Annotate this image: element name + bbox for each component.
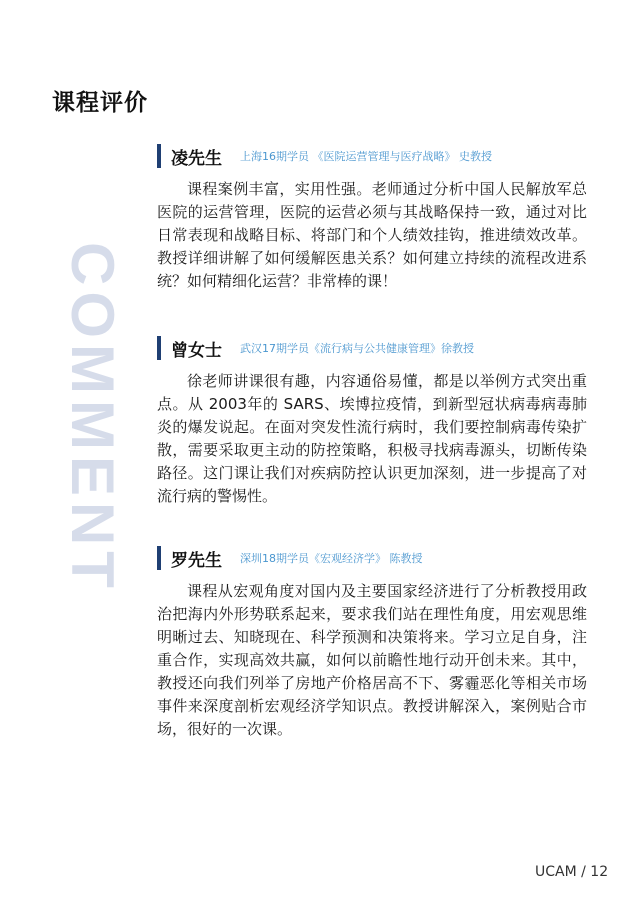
comment-header	[157, 144, 587, 168]
section-marker	[157, 144, 161, 168]
comment-block	[157, 336, 587, 508]
comment-watermark: COMMENT	[59, 242, 126, 594]
comment-text: 课程案例丰富，实用性强。老师通过分析中国人民解放军总医院的运营管理，医院的运营必须与其战略保持一致，通过对比日常表现和战略目标、将部门和个人绩效挂钩，推进绩效改革。教授详细讲解了如何缓解医患关系？如何建立持续的流程改进系统？如何精细化运营？非常棒的课！	[157, 180, 587, 290]
comment-header	[157, 336, 587, 360]
page-footer: UCAM / 12	[535, 864, 609, 880]
section-marker	[157, 546, 161, 570]
comment-block	[157, 546, 587, 741]
comment-header	[157, 546, 587, 570]
reviewer-name: 罗先生	[171, 550, 222, 571]
course-info: 武汉17期学员《流行病与公共健康管理》徐教授	[240, 342, 474, 355]
page-title: 课程评价	[52, 90, 148, 116]
comment-block	[157, 144, 587, 293]
course-info: 上海16期学员 《医院运营管理与医疗战略》 史教授	[240, 150, 492, 163]
section-marker	[157, 336, 161, 360]
reviewer-name: 曾女士	[171, 340, 222, 361]
reviewer-name: 凌先生	[171, 148, 222, 169]
comment-text: 课程从宏观角度对国内及主要国家经济进行了分析教授用政治把海内外形势联系起来，要求我们站在理性角度，用宏观思维明晰过去、知晓现在、科学预测和决策将来。学习立足自身，注重合作，实现高效共赢，如何以前瞻性地行动开创未来。其中，教授还向我们列举了房地产价格居高不下、雾霾恶化等相关市场事件来深度剖析宏观经济学知识点。教授讲解深入，案例贴合市场，很好的一次课。	[157, 582, 587, 738]
course-info: 深圳18期学员《宏观经济学》 陈教授	[240, 552, 423, 565]
comment-text: 徐老师讲课很有趣，内容通俗易懂，都是以举例方式突出重点。从 2003年的 SARS、埃博拉疫情，到新型冠状病毒病毒肺炎的爆发说起。在面对突发性流行病时，我们要控制病毒传染扩散，需要采取更主动的防控策略，积极寻找病毒源头，切断传染路径。这门课让我们对疾病防控认识更加深刻，进一步提高了对流行病的警惕性。	[157, 372, 587, 505]
